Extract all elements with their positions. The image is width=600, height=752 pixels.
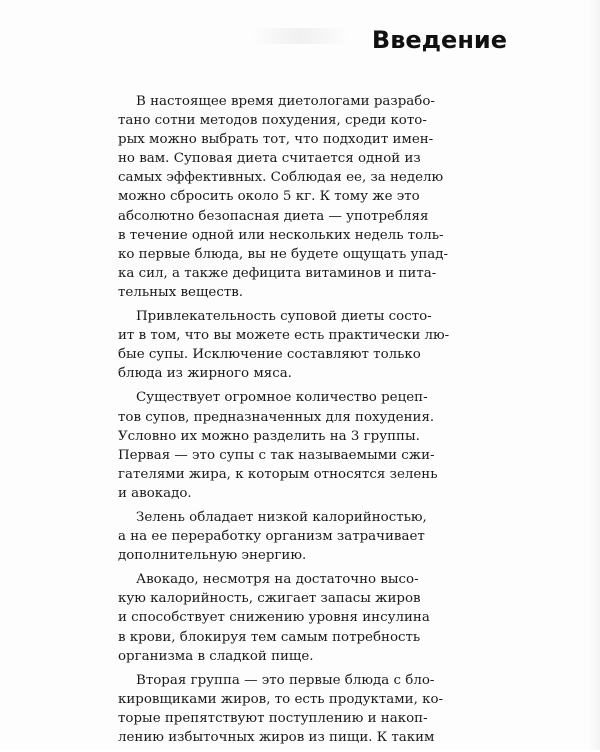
paragraph — [118, 671, 444, 747]
text-line: тельных веществ. — [118, 284, 244, 300]
text-line: тов супов, предназначенных для похудения. — [118, 409, 435, 425]
text-line: кировщиками жиров, то есть продуктами, ко- — [118, 691, 444, 707]
text-line: самых эффективных. Соблюдая ее, за неделю — [118, 170, 444, 186]
text-line: а на ее переработку организм затрачивает — [118, 529, 425, 545]
text-line: Условно их можно разделить на 3 группы. — [118, 428, 420, 444]
text-line: торые препятствуют поступлению и накоп- — [118, 710, 428, 726]
text-line: ит в том, что вы можете есть практически лю- — [118, 328, 450, 344]
text-line: абсолютно безопасная диета — употребляя — [118, 208, 429, 224]
text-line: Зелень обладает низкой калорийностью, — [136, 509, 427, 525]
text-line: гателями жира, к которым относятся зелень — [118, 466, 438, 482]
paragraph — [118, 92, 449, 302]
body-text — [118, 92, 450, 752]
text-line: Вторая группа — это первые блюда с бло- — [136, 672, 435, 688]
text-line: тано сотни методов похудения, среди кото- — [118, 113, 427, 129]
text-line: можно сбросить около 5 кг. К тому же это — [118, 189, 420, 205]
text-line: дополнительную энергию. — [118, 548, 307, 564]
paragraph — [118, 307, 450, 383]
paragraph — [118, 388, 438, 503]
text-line: в крови, блокируя тем самым потребность — [118, 629, 421, 645]
text-line: и авокадо. — [118, 485, 192, 501]
text-line: лению избыточных жиров из пищи. К таким — [118, 730, 435, 745]
text-line: блюда из жирного мяса. — [118, 366, 292, 382]
text-line: ка сил, а также дефицита витаминов и пита- — [118, 265, 437, 281]
page-title: Введение — [371, 26, 507, 54]
bleed-through-shadow — [250, 28, 350, 44]
text-line: рых можно выбрать тот, что подходит имен- — [118, 132, 434, 148]
text-line: организма в сладкой пище. — [118, 648, 314, 664]
text-line: но вам. Суповая диета считается одной из — [118, 151, 421, 167]
paragraph — [118, 570, 430, 665]
text-line: кую калорийность, сжигает запасы жиров — [118, 591, 421, 607]
text-line: В настоящее время диетологами разрабо- — [136, 94, 435, 109]
text-line: Привлекательность суповой диеты состо- — [136, 309, 432, 325]
text-line: и способствует снижению уровня инсулина — [118, 610, 430, 626]
text-line: ко первые блюда, вы не будете ощущать упад- — [118, 246, 449, 262]
text-line: Первая — это супы с так называемыми сжи- — [118, 447, 435, 463]
text-line: в течение одной или нескольких недель толь- — [118, 227, 444, 243]
text-line: бые супы. Исключение составляют только — [118, 347, 421, 363]
paragraph — [118, 508, 427, 565]
page-edge-shade — [588, 0, 600, 750]
text-line: Авокадо, несмотря на достаточно высо- — [136, 572, 419, 588]
text-line: Существует огромное количество рецеп- — [136, 390, 428, 406]
